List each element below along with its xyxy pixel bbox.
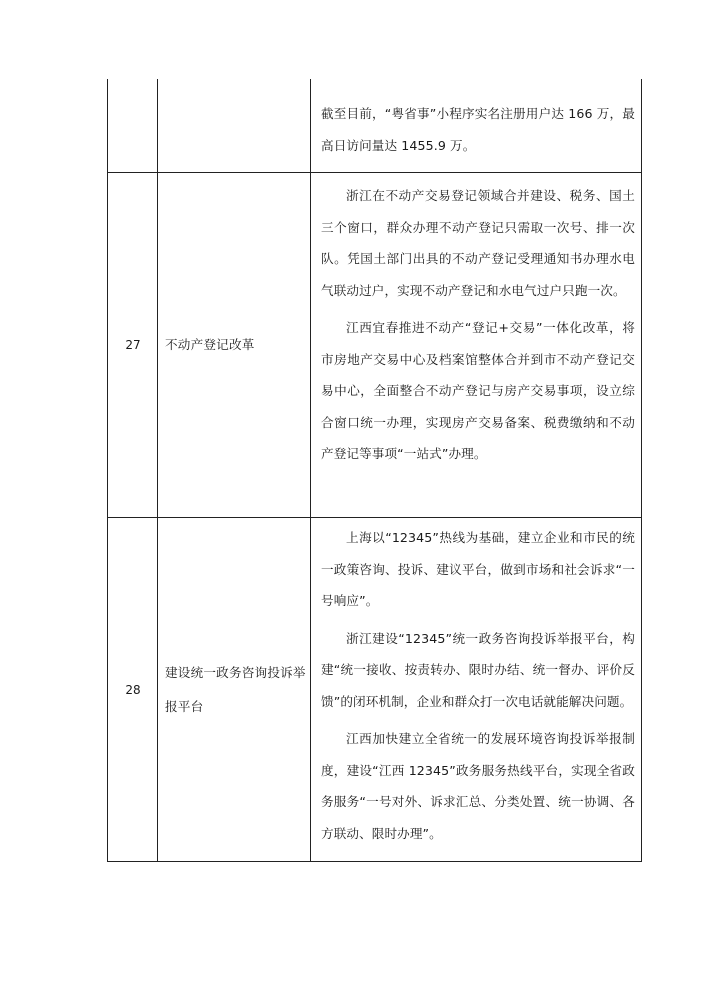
row-item: 建设统一政务咨询投诉举报平台	[165, 665, 306, 714]
description-paragraph: 江西宜春推进不动产“登记+交易”一体化改革，将市房地产交易中心及档案馆整体合并到市不动产登记交易中心，全面整合不动产登记与房产交易事项，设立综合窗口统一办理，实现房产交易备案、税费缴纳和不动产登记等事项“一站式”办理。	[321, 320, 635, 461]
row-description	[311, 180, 643, 470]
description-paragraph: 上海以“12345”热线为基础，建立企业和市民的统一政策咨询、投诉、建议平台，做到市场和社会诉求“一号响应”。	[321, 530, 635, 608]
policy-table	[107, 79, 642, 862]
description-paragraph: 江西加快建立全省统一的发展环境咨询投诉举报制度，建设“江西 12345”政务服务热线平台，实现全省政务服务“一号对外、诉求汇总、分类处置、统一协调、各方联动、限时办理”。	[321, 731, 635, 841]
row-item	[158, 79, 310, 172]
row-description	[311, 522, 643, 849]
row-number	[108, 79, 158, 172]
row-item: 不动产登记改革	[165, 337, 255, 352]
description-paragraph: 浙江建设“12345”统一政务咨询投诉举报平台，构建“统一接收、按责转办、限时办结、统一督办、评价反馈”的闭环机制，企业和群众打一次电话就能解决问题。	[321, 630, 635, 709]
row-number: 27	[125, 338, 141, 352]
description-paragraph: 浙江在不动产交易登记领域合并建设、税务、国土三个窗口，群众办理不动产登记只需取一次号、排一次队。凭国土部门出具的不动产登记受理通知书办理水电气联动过户，实现不动产登记和水电气过户只跑一次。	[321, 188, 635, 298]
row-number: 28	[125, 683, 141, 697]
row-description	[311, 98, 643, 161]
description-paragraph: 截至目前，“粤省事”小程序实名注册用户达 166 万，最高日访问量达 1455.9 万。	[321, 106, 635, 153]
